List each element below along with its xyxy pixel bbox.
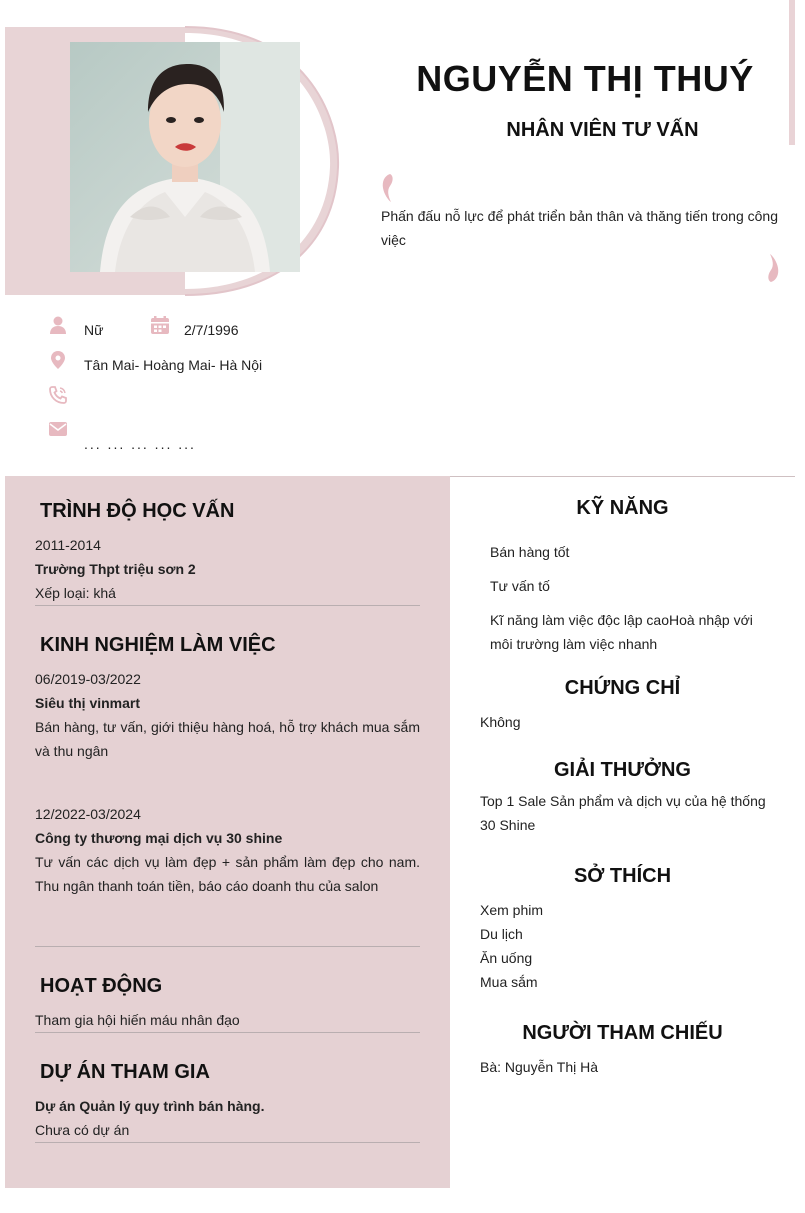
skills-title: KỸ NĂNG [576,497,669,519]
divider [450,476,795,477]
location-icon [48,350,68,370]
education-title: TRÌNH ĐỘ HỌC VẤN [40,500,235,522]
email-value: ... ... ... ... ... [84,436,196,452]
phone-icon [48,385,68,405]
activities-text: Tham gia hội hiến máu nhân đạo [35,1012,240,1028]
divider [35,1032,420,1033]
quote-icon [381,172,395,204]
awards-title: GIẢI THƯỞNG [554,759,691,781]
experience-description: Tư vấn các dịch vụ làm đẹp + sản phẩm làm đẹp cho nam. Thu ngân thanh toán tiền, báo cáo doanh thu của salon [35,854,420,894]
user-icon [48,315,68,335]
experience-company: Siêu thị vinmart [35,695,141,711]
certificates-title: CHỨNG CHỈ [564,677,681,699]
divider [35,605,420,606]
hobby-item: Ăn uống [480,950,533,966]
references-text: Bà: Nguyễn Thị Hà [480,1059,599,1075]
education-school: Trường Thpt triệu sơn 2 [35,561,196,577]
candidate-name: NGUYỄN THỊ THUÝ [416,58,754,99]
divider [35,946,420,947]
activities-title: HOẠT ĐỘNG [40,975,163,997]
skill-item: Tư vấn tố [490,578,550,594]
education-detail: Xếp loại: khá [35,585,116,601]
project-name: Dự án Quản lý quy trình bán hàng. [35,1098,265,1114]
address-value: Tân Mai- Hoàng Mai- Hà Nội [84,357,263,373]
hobby-item: Du lịch [480,926,523,942]
profile-photo [70,42,300,272]
quote-icon [766,252,780,284]
career-objective: Phấn đấu nỗ lực để phát triển bản thân và thăng tiến trong công việc [381,208,778,248]
birthday-value: 2/7/1996 [184,322,239,338]
mail-icon [48,419,68,439]
awards-text: Top 1 Sale Sản phẩm và dịch vụ của hệ thống 30 Shine [480,793,766,833]
job-position: NHÂN VIÊN TƯ VẤN [506,119,699,141]
experience-title: KINH NGHIỆM LÀM VIỆC [40,634,276,656]
hobbies-title: SỞ THÍCH [573,865,672,887]
project-text: Chưa có dự án [35,1122,130,1138]
skill-item: Kĩ năng làm việc độc lập caoHoà nhập với môi trường làm việc nhanh [490,612,753,652]
projects-title: DỰ ÁN THAM GIA [40,1061,210,1083]
skill-item: Bán hàng tốt [490,544,570,560]
experience-period: 12/2022-03/2024 [35,806,141,822]
hobby-item: Mua sắm [480,974,538,990]
experience-company: Công ty thương mại dịch vụ 30 shine [35,830,283,846]
education-period: 2011-2014 [35,537,101,553]
gender-value: Nữ [84,322,104,338]
contact-info [40,305,440,452]
divider [35,1142,420,1143]
calendar-icon [150,315,170,335]
references-title: NGƯỜI THAM CHIẾU [522,1022,723,1044]
experience-description: Bán hàng, tư vấn, giới thiệu hàng hoá, hỗ trợ khách mua sắm và thu ngân [35,719,420,759]
hobby-item: Xem phim [480,902,544,918]
certificates-text: Không [480,714,521,730]
experience-period: 06/2019-03/2022 [35,671,141,687]
